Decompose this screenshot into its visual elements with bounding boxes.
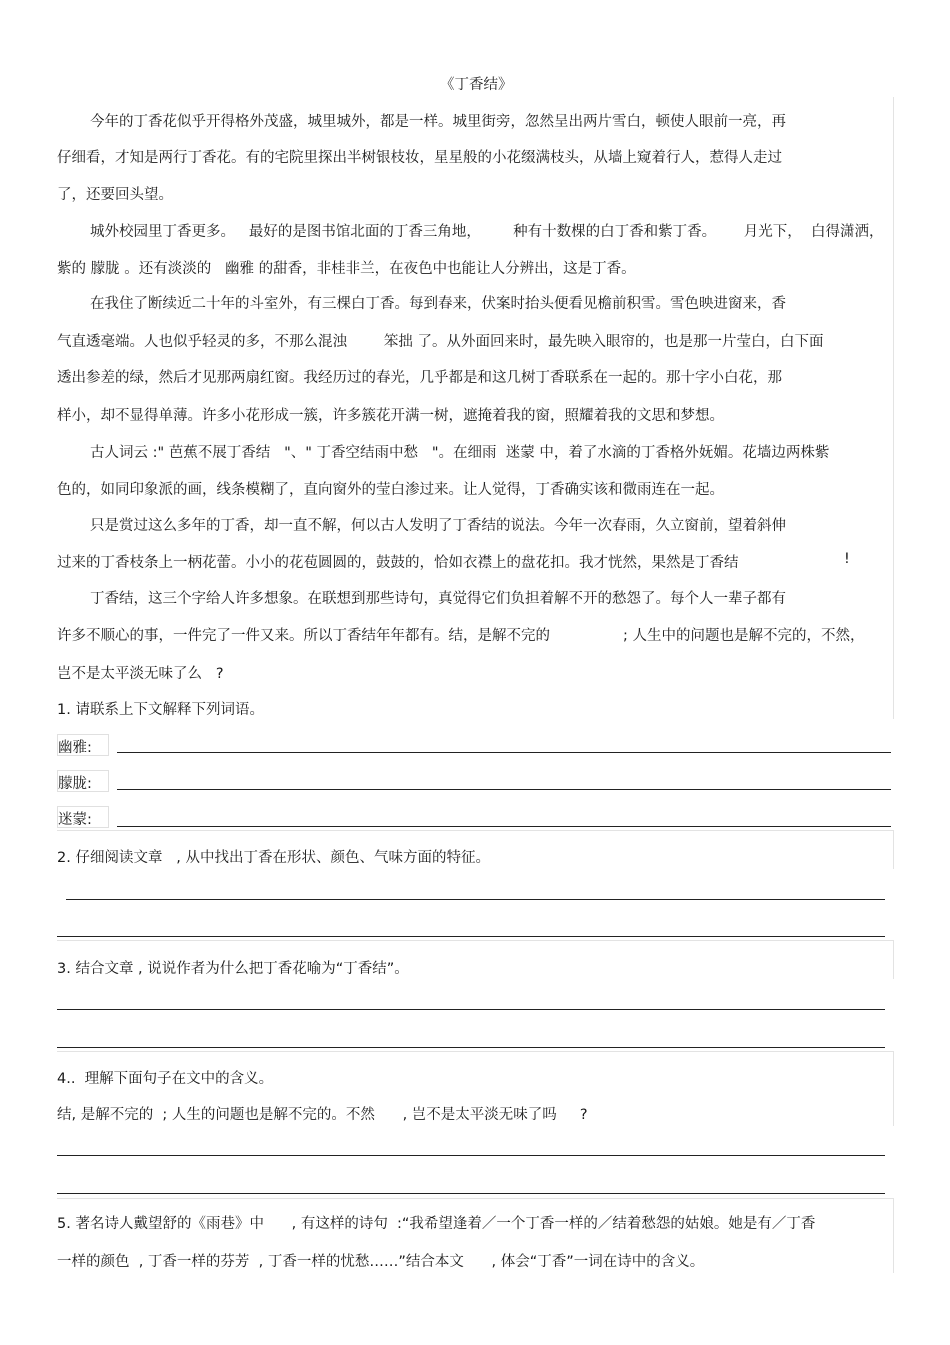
passage-line: ! bbox=[844, 551, 850, 567]
passage-line: ; 人生中的问题也是解不完的，不然， bbox=[623, 628, 865, 644]
passage-line: 只是赏过这么多年的丁香，却一直不解，何以古人发明了丁香结的说法。今年一次春雨，久立窗前，望着斜伸 bbox=[90, 518, 786, 534]
question-1-prompt: 1. 请联系上下文解释下列词语。 bbox=[57, 702, 264, 718]
answer-line[interactable] bbox=[57, 936, 885, 937]
passage-line: 样小，却不显得单薄。许多小花形成一簇，许多簇花开满一树，遮掩着我的窗，照耀着我的文思和梦想。 bbox=[57, 408, 724, 424]
answer-line[interactable] bbox=[117, 752, 891, 753]
passage-line: 色的，如同印象派的画，线条模糊了，直向窗外的莹白渗过来。让人觉得，丁香确实该和微雨连在一起。 bbox=[57, 482, 724, 498]
question-4-prompt: 4.. 理解下面句子在文中的含义。 bbox=[57, 1071, 274, 1087]
term-label: 幽雅: bbox=[58, 740, 92, 756]
answer-line[interactable] bbox=[66, 899, 885, 900]
passage-line: 岂不是太平淡无味了么 ? bbox=[57, 666, 224, 682]
passage-line: 丁香结，这三个字给人许多想象。在联想到那些诗句，真觉得它们负担着解不开的愁怨了。每个人一辈子都有 bbox=[90, 591, 786, 607]
passage-line: 紫的 朦胧 。还有淡淡的 幽雅 的甜香，非桂非兰，在夜色中也能让人分辨出，这是丁香。 bbox=[57, 261, 636, 277]
answer-line[interactable] bbox=[117, 789, 891, 790]
question-5-line: 一样的颜色 , 丁香一样的芬芳 , 丁香一样的忧愁……”结合本文 , 体会“丁香”一词在诗中的含义。 bbox=[57, 1254, 705, 1270]
passage-line: 城外校园里丁香更多。 最好的是图书馆北面的丁香三角地， 种有十数棵的白丁香和紫丁香。 月光下， 白得潇洒， bbox=[90, 224, 884, 240]
passage-line: 过来的丁香枝条上一柄花蕾。小小的花苞圆圆的，鼓鼓的，恰如衣襟上的盘花扣。我才恍然，果然是丁香结 bbox=[57, 555, 739, 571]
answer-line[interactable] bbox=[57, 1047, 885, 1048]
question-4-sentence: 结, 是解不完的 ; 人生的问题也是解不完的。不然 , 岂不是太平淡无味了吗 ? bbox=[57, 1107, 588, 1123]
term-label: 朦胧: bbox=[58, 776, 92, 792]
passage-line: 许多不顺心的事，一件完了一件又来。所以丁香结年年都有。结，是解不完的 bbox=[57, 628, 550, 644]
passage-line: 气直透毫端。人也似乎轻灵的多，不那么混浊 笨拙 了。从外面回来时，最先映入眼帘的，也是那一片莹白，白下面 bbox=[57, 334, 824, 350]
passage-line: 仔细看，才知是两行丁香花。有的宅院里探出半树银枝妆，星星般的小花缀满枝头，从墙上窥着行人，惹得人走过 bbox=[57, 150, 782, 166]
question-2-prompt: 2. 仔细阅读文章 , 从中找出丁香在形状、颜色、气味方面的特征。 bbox=[57, 850, 490, 866]
answer-line[interactable] bbox=[57, 1009, 885, 1010]
passage-line: 古人词云 :" 芭蕉不展丁香结 "、" 丁香空结雨中愁 "。在细雨 迷蒙 中，着了水滴的丁香格外妩媚。花墙边两株紫 bbox=[90, 445, 830, 461]
passage-line: 了，还要回头望。 bbox=[57, 187, 173, 203]
answer-line[interactable] bbox=[117, 826, 891, 827]
term-label: 迷蒙: bbox=[58, 812, 92, 828]
passage-line: 今年的丁香花似乎开得格外茂盛，城里城外，都是一样。城里街旁，忽然呈出两片雪白，顿使人眼前一亮，再 bbox=[90, 114, 786, 130]
answer-line[interactable] bbox=[57, 1155, 885, 1156]
question-3-prompt: 3. 结合文章 , 说说作者为什么把丁香花喻为“丁香结”。 bbox=[57, 961, 409, 977]
question-5-line: 5. 著名诗人戴望舒的《雨巷》中 , 有这样的诗句 :“我希望逢着／一个丁香一样的／结着愁怨的姑娘。她是有／丁香 bbox=[57, 1216, 816, 1232]
passage-line: 透出参差的绿，然后才见那两扇红窗。我经历过的春光，几乎都是和这几树丁香联系在一起的。那十字小白花，那 bbox=[57, 370, 782, 386]
document-title: 《丁香结》 bbox=[440, 77, 513, 93]
passage-line: 在我住了断续近二十年的斗室外，有三棵白丁香。每到春来，伏案时抬头便看见檐前积雪。雪色映进窗来，香 bbox=[90, 296, 786, 312]
answer-line[interactable] bbox=[57, 1193, 885, 1194]
